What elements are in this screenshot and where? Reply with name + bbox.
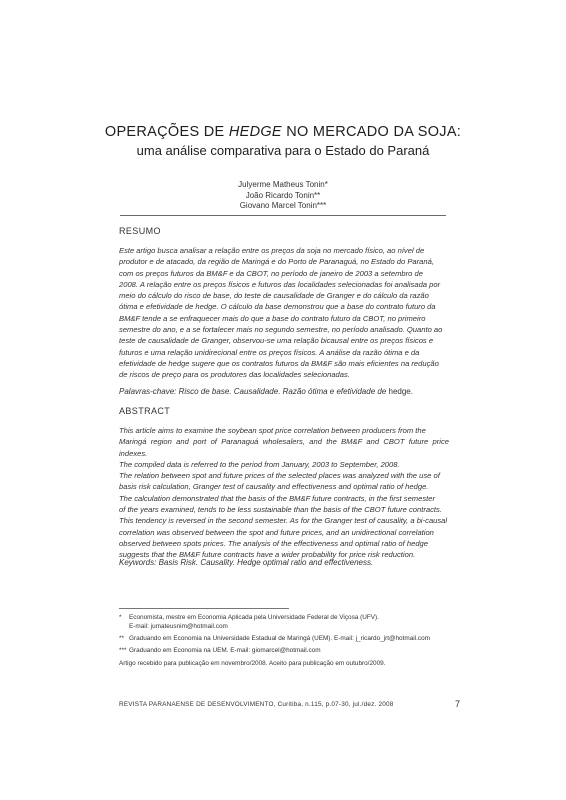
- author-2: João Ricardo Tonin**: [245, 190, 321, 200]
- article-subtitle: uma análise comparativa para o Estado do Paraná: [136, 143, 430, 158]
- resumo-line: 2008. A relação entre os preços físicos e futuros das localidades selecionadas foi analisada por: [119, 279, 441, 289]
- footnote-symbol: ***: [119, 647, 127, 654]
- title-hedge-italic: HEDGE: [228, 124, 282, 140]
- footnote-divider: [119, 608, 289, 609]
- resumo-line: ótima e efetividade de hedge. O cálculo da base demonstrou que a base do contrato futuro da: [119, 302, 436, 312]
- footnote-symbol: *: [119, 614, 122, 621]
- page-number: 7: [455, 699, 461, 709]
- resumo-line: teste de causalidade de Granger, observou-se uma relação bicausal entre os preços físicos e: [119, 336, 434, 346]
- resumo-line: BM&F tende a se enfraquecer mais do que a base do contrato futuro da CBOT, no primeiro: [119, 313, 426, 323]
- resumo-line: produtor e de atacado, da região de Maringá e do Porto de Paranaguá, no Estado do Paraná,: [119, 257, 434, 267]
- resumo-line: de riscos de preço para os produtores das localidades selecionadas.: [119, 370, 350, 380]
- abstract-heading: ABSTRACT: [119, 406, 171, 416]
- abstract-line: The compiled data is referred to the period from January, 2003 to September, 2008.: [119, 459, 400, 469]
- title-part1: OPERAÇÕES DE: [104, 124, 229, 140]
- abstract-body: [119, 425, 449, 561]
- resumo-body: [119, 245, 449, 381]
- resumo-keywords-text: Palavras-chave: Risco de base. Causalidade. Razão ótima e efetividade de: [119, 387, 389, 396]
- footnote-text: Graduando em Economia na Universidade Estadual de Maringá (UEM). E-mail: j_ricardo_jrt@hotmail.com: [129, 635, 430, 642]
- resumo-line: com os preços futuros da BM&F e da CBOT, no período de janeiro de 2003 a setembro de: [119, 268, 423, 278]
- abstract-line: This article aims to examine the soybean spot price correlation between producers from the: [119, 426, 426, 435]
- abstract-keywords: Keywords: Basis Risk. Causality. Hedge optimal ratio and effectiveness.: [119, 558, 374, 567]
- received-note: Artigo recebido para publicação em novembro/2008. Aceito para publicação em outubro/2009.: [119, 660, 386, 667]
- title-part3: NO MERCADO DA SOJA:: [281, 124, 462, 140]
- resumo-keywords: [119, 386, 449, 397]
- footnote-1: [119, 613, 449, 631]
- abstract-line: The relation between spot and future prices of the selected places was analyzed with the use of: [119, 471, 440, 481]
- resumo-line: semestre do ano, e a se fortalecer mais no segundo semestre, no período analisado. Quanto ao: [119, 325, 443, 335]
- section-divider: [120, 215, 446, 216]
- footnote-email: E-mail: jumateusnim@hotmail.com: [129, 623, 228, 630]
- article-title: [60, 124, 506, 141]
- author-3: Giovano Marcel Tonin***: [239, 201, 327, 210]
- footnote-text: Economista, mestre em Economia Aplicada pela Universidade Federal de Viçosa (UFV).: [129, 614, 379, 621]
- resumo-line: Este artigo busca analisar a relação entre os preços da soja no mercado físico, ao nível de: [119, 246, 425, 255]
- resumo-keywords-hedge: hedge.: [388, 387, 413, 396]
- author-1: Julyerme Matheus Tonin*: [238, 180, 328, 189]
- abstract-line: observed between spots prices. The analysis of the effectiveness and optimal ratio of hedge: [119, 538, 428, 548]
- abstract-line: This tendency is reversed in the second semester. As for the Granger test of causality, a bi-causal: [119, 516, 448, 526]
- abstract-line: of the years examined, tends to be less sustainable than the basis of the CBOT future contracts.: [119, 505, 442, 515]
- footnote-symbol: **: [119, 635, 124, 642]
- footnote-2: [119, 634, 449, 643]
- abstract-line: correlation was observed between the spot and future prices, and an unidirectional correlation: [119, 527, 434, 537]
- resumo-line: futuros e uma relação unidirecional entre os preços físicos. A análise da razão ótima e da: [119, 347, 420, 357]
- author-list: [160, 180, 406, 212]
- abstract-line: basis risk calculation, Granger test of causality and effectiveness and optimal ratio of hedge.: [119, 482, 429, 492]
- resumo-line: meio do cálculo do risco de base, do teste de causalidade de Granger e do cálculo da razão: [119, 291, 429, 301]
- abstract-line: The calculation demonstrated that the basis of the BM&F future contracts, in the first semester: [119, 493, 435, 503]
- journal-footer: REVISTA PARANAENSE DE DESENVOLVIMENTO, Curitiba, n.115, p.07-30, jul./dez. 2008: [119, 701, 394, 708]
- resumo-heading: RESUMO: [119, 226, 161, 236]
- resumo-line: efetividade de hedge sugere que os contratos futuros da BM&F são mais eficientes na redução: [119, 358, 439, 368]
- abstract-line: suggests that the BM&F future contracts have a wider probability for price risk reduction.: [119, 550, 416, 560]
- footnote-3: [119, 646, 449, 655]
- footnote-text: Graduando em Economia na UEM. E-mail: giomarcel@hotmail.com: [129, 647, 321, 654]
- abstract-line: Maringá region and port of Paranaguá wholesalers, and the BM&F and CBOT future price indexes.: [119, 437, 449, 458]
